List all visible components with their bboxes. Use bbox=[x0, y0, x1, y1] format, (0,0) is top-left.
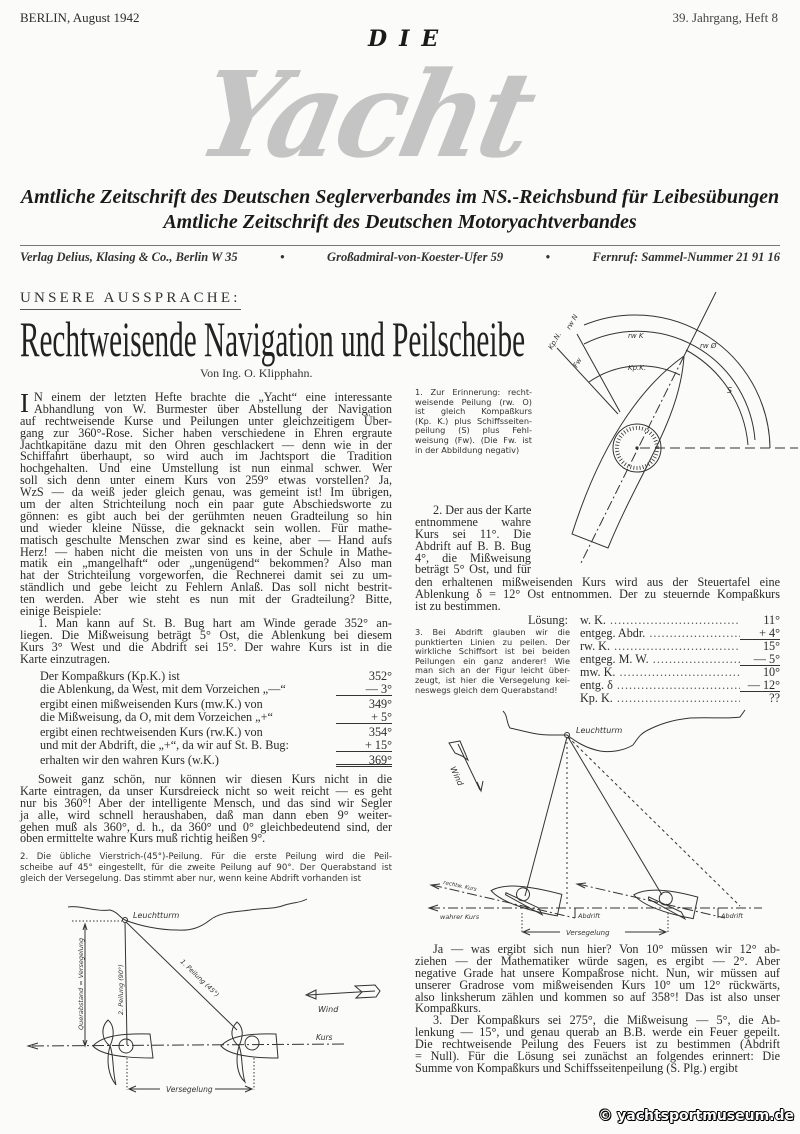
fig2-label-bearing-1: 1. Peilung (45°) bbox=[178, 957, 221, 999]
solution-label: mw. K. ..... bbox=[580, 666, 740, 679]
text-line: 1. Zur Erinnerung: recht- bbox=[415, 387, 532, 397]
text-line: unserer Gradrose vom mißweisenden Kurs 10° um 12° rückwärts, bbox=[415, 977, 780, 992]
solution-value: — 12° bbox=[740, 679, 780, 692]
calculation-label: ergibt einen rechtweisenden Kurs (rw.K.) von bbox=[40, 724, 263, 739]
calculation-label: ergibt einen mißweisenden Kurs (mw.K.) von bbox=[40, 696, 263, 711]
calculation-label: die Ablenkung, da West, mit dem Vorzeichen „—“ bbox=[40, 682, 286, 697]
true-north-line bbox=[577, 334, 620, 412]
fig3-label-lighthouse: Leuchtturm bbox=[576, 726, 623, 735]
calculation-label: erhalten wir den wahren Kurs (w.K.) bbox=[40, 752, 219, 767]
text-line: soll sich denn unter einem Kurs von 259° etwas vorstellen? Ja, bbox=[20, 473, 392, 488]
figure-2-four-point-bearing bbox=[0, 880, 400, 1120]
solution-value: + 4° bbox=[740, 627, 780, 640]
fig1-label-kp-k: Kp.K. bbox=[628, 364, 647, 372]
masthead-subtitle-2: Amtliche Zeitschrift des Deutschen Motoryachtverbandes bbox=[163, 211, 637, 233]
figure-1-bearing-diagram bbox=[530, 285, 800, 585]
text-line: lenkung — 15°, und genau querab an B.B. werde ein Feuer gepeilt. bbox=[415, 1025, 780, 1040]
text-line: N einem der letzten Hefte brachte die „Yacht“ eine interessante bbox=[34, 390, 392, 404]
calculation-row bbox=[40, 711, 392, 724]
example-1-paragraph bbox=[20, 618, 392, 666]
text-line: oben ermittelte wahre Kurs muß richtig heißen 9°. bbox=[20, 831, 266, 846]
text-line: negative Grade hat unsere Kompaßrose nicht. Nun, wir müssen auf bbox=[415, 965, 780, 980]
text-line: matisch geschulte Menschen zwar sind es keine, aber — Hand aufs bbox=[20, 532, 392, 547]
calculation-value: + 5° bbox=[336, 711, 392, 724]
publisher-line bbox=[20, 250, 780, 265]
calculation-value: 354° bbox=[368, 724, 392, 739]
section-heading: UNSERE AUSSPRACHE: bbox=[20, 290, 241, 310]
byline: Von Ing. O. Klipphahn. bbox=[200, 366, 313, 380]
coastline bbox=[503, 710, 745, 752]
text-line: beträgt 5° Ost, und für bbox=[415, 562, 531, 577]
text-line: Karte einzutragen. bbox=[20, 651, 111, 666]
text-line: Herz! — haben nicht die meisten von uns in der Schule in Mathe- bbox=[20, 544, 392, 559]
text-line: 4°, die Mißweisung bbox=[415, 550, 531, 565]
wind-arrow-icon bbox=[306, 985, 380, 999]
calculation-label: die Mißweisung, da O, mit dem Vorzeichen „+“ bbox=[40, 710, 273, 725]
text-line: ständlich und gebe leicht zu Fehlern Anlaß. Das soll nicht bestrit- bbox=[20, 580, 392, 595]
text-line: den erhaltenen mißweisenden Kurs wird aus der Steuertafel eine bbox=[415, 575, 780, 589]
masthead-divider bbox=[20, 245, 780, 246]
bearing-1-line bbox=[126, 922, 237, 1030]
text-line: Karte eintragen, da unser Kursdreieck nicht so weit reicht — es geht bbox=[20, 783, 392, 798]
text-line: gönnen: es gibt auch bei der gerühmten neuen Gradteilung so hin bbox=[20, 508, 392, 523]
calculation-label: und mit der Abdrift, die „+“, da wir auf St. B. Bug: bbox=[40, 737, 289, 752]
calculation-value: 352° bbox=[368, 669, 392, 683]
fig2-label-course: Kurs bbox=[316, 1033, 333, 1042]
solution-row bbox=[580, 640, 780, 653]
solution-row bbox=[580, 627, 780, 640]
calculation-value: 369° bbox=[336, 754, 392, 767]
solution-row bbox=[580, 653, 780, 666]
fig2-label-distance: Querabstand = Versegelung bbox=[77, 937, 85, 1030]
example-3-paragraph bbox=[415, 944, 780, 1075]
bullet: • bbox=[545, 250, 550, 264]
calculation-value: + 15° bbox=[336, 739, 392, 752]
fig3-label-drift-2: Abdrift bbox=[721, 912, 744, 920]
solution-label: entgeg. Abdr. ..... bbox=[580, 627, 740, 640]
text-line: 3. Der Kompaßkurs sei 275°, die Mißweisung — 5°, die Ab- bbox=[433, 1013, 780, 1028]
text-line: ist zu bestimmen. bbox=[415, 598, 501, 613]
fig2-label-lighthouse: Leuchtturm bbox=[133, 911, 180, 920]
text-line: ja alle, wird schnell heraushaben, daß man dann eben 9° weiter- bbox=[20, 807, 392, 822]
example-2-paragraph-narrow bbox=[415, 505, 531, 576]
publisher-phone: Fernruf: Sammel-Nummer 21 91 16 bbox=[592, 250, 780, 264]
article-title: Rechtweisende Navigation und Peilscheibe bbox=[20, 311, 526, 367]
text-line: 3. Bei Abdrift glauben wir die bbox=[415, 627, 570, 637]
text-line: liegen. Die Mißweisung beträgt 5° Ost, die Ablenkung bei diesem bbox=[20, 627, 392, 642]
fig2-label-run: Versegelung bbox=[166, 1085, 213, 1094]
bearing-2-line bbox=[125, 922, 127, 1045]
text-line: matik ein „mangelhaft“ oder „ungenügend“ bekommen? Also man bbox=[20, 556, 392, 571]
text-line: man sich an der Figur leicht über- bbox=[415, 665, 570, 676]
publisher-name: Verlag Delius, Klasing & Co., Berlin W 35 bbox=[20, 250, 238, 264]
figure-1-caption bbox=[415, 388, 532, 455]
solution-row bbox=[580, 614, 780, 627]
calculation-table bbox=[40, 670, 392, 767]
text-line: ist gleich Kompaßkurs bbox=[415, 406, 532, 417]
solution-value: — 5° bbox=[740, 653, 780, 666]
text-line: punktierten Linien zu peilen. Der bbox=[415, 636, 570, 647]
boat-2 bbox=[221, 1022, 278, 1082]
fig3-label-wind: Wind bbox=[448, 765, 465, 788]
text-line: peilung (S) plus Fehl- bbox=[415, 425, 532, 436]
text-line: 2. Die übliche Vierstrich-(45°)-Peilung. Für die erste Peilung wird die Peil- bbox=[20, 852, 392, 862]
text-line: 2. Der aus der Karte bbox=[433, 503, 532, 517]
text-line: um der alten Strichteilung noch ein paar gute Abschiedsworte zu bbox=[20, 497, 392, 512]
solution-value: ?? bbox=[769, 691, 780, 705]
fig1-label-fw: Fw bbox=[571, 356, 584, 369]
text-line: scheibe auf 45° eingestellt, für die zweite Peilung auf 90°. Der Querabstand ist bbox=[20, 863, 392, 873]
text-line: Abdrift auf B. B. Bug bbox=[415, 538, 531, 553]
watermark: © yachtsportmuseum.de bbox=[598, 1108, 794, 1124]
masthead-subtitle-1-text: Amtliche Zeitschrift des Deutschen Seglerverbandes im NS.-Reichsbund für Leibesübungen bbox=[20, 186, 780, 208]
figure-3-caption bbox=[415, 628, 570, 695]
continuation-paragraph bbox=[20, 774, 392, 845]
text-line: Ja — was ergibt sich nun hier? Von 10° müssen wir 12° ab- bbox=[433, 942, 780, 956]
text-line: gleich der Versegelung. Das stimmt aber nur, wenn keine Abdrift vorhanden ist bbox=[20, 874, 361, 884]
solution-label: Lösung: bbox=[528, 613, 568, 627]
text-line: einige Beispiele: bbox=[20, 604, 102, 619]
solution-label: w. K. ..... bbox=[580, 614, 740, 627]
coastline bbox=[68, 899, 307, 930]
bullet: • bbox=[280, 250, 285, 264]
fig3-label-run: Versegelung bbox=[566, 929, 610, 937]
solution-label: rw. K. ..... bbox=[580, 640, 740, 653]
calculation-row bbox=[40, 739, 392, 752]
keel-line bbox=[580, 356, 684, 565]
fig1-label-rw-o: rw Ø bbox=[700, 342, 717, 350]
boat-2 bbox=[631, 884, 698, 921]
fig3-label-true-course: wahrer Kurs bbox=[440, 913, 480, 921]
logo-die: DIE bbox=[368, 26, 451, 52]
bearing-line-1 bbox=[525, 737, 567, 896]
solution-value: 11° bbox=[763, 613, 780, 627]
boat-1 bbox=[93, 1020, 153, 1085]
calculation-value: 349° bbox=[368, 696, 392, 711]
calculation-row bbox=[40, 754, 392, 767]
solution-row bbox=[580, 692, 780, 705]
fig1-label-rw-n: rw N bbox=[564, 313, 580, 331]
text-line: Die rechtweisende Peilung des Feuers ist zu bestimmen (Abdrift bbox=[415, 1037, 780, 1052]
calculation-row bbox=[40, 683, 392, 696]
text-line: WzS — da weiß jeder gleich genau, was gemeint ist! Im übrigen, bbox=[20, 485, 392, 500]
issue-number: 39. Jahrgang, Heft 8 bbox=[672, 10, 778, 25]
solution-label: entgeg. M. W. ..... bbox=[580, 653, 740, 666]
solution-value: 15° bbox=[762, 639, 780, 653]
text-line: Peilungen ein ganz anderer! Wie bbox=[415, 655, 570, 666]
fig1-label-s: S bbox=[727, 386, 733, 395]
masthead-subtitle-1 bbox=[20, 186, 780, 209]
text-line: 1. Man kann auf St. B. Bug hart am Winde gerade 352° an- bbox=[38, 616, 392, 630]
drop-cap: I bbox=[20, 388, 29, 418]
intro-paragraph bbox=[20, 388, 392, 619]
solution-label: Kp. K. ..... bbox=[580, 692, 740, 705]
solution-label: entg. δ ..... bbox=[580, 679, 740, 692]
text-line: entnommene wahre bbox=[415, 514, 531, 529]
arc-outer bbox=[584, 315, 770, 448]
text-line: Abhandlung von W. Burmester über Abstellung der Navigation bbox=[34, 401, 392, 416]
text-line: = Null). Für die Lösung sei zunächst an folgendes erinnert: Die bbox=[415, 1049, 780, 1064]
text-line: in der Abbildung negativ) bbox=[415, 444, 520, 455]
compass-rose bbox=[613, 424, 661, 472]
text-line: nur bis 360°! Aber der intelligente Mensch, und das sind wir Segler bbox=[20, 795, 392, 810]
text-line: Schiffahrt überhaupt, so wird auch im Jachtsport die Tradition bbox=[20, 449, 392, 464]
solution-value: 10° bbox=[762, 665, 780, 679]
calculation-row bbox=[40, 726, 392, 739]
fig1-label-rw-k: rw K bbox=[628, 332, 644, 340]
hull-outline bbox=[572, 356, 684, 548]
course-line bbox=[32, 1044, 345, 1046]
text-line: hat der Strichteilung vorgeworfen, die Rechnerei damit sei zu um- bbox=[20, 568, 392, 583]
solution-table bbox=[580, 614, 780, 705]
text-line: auf rechtweisende Kurse und Peilungen unter gleichzeitigem Über- bbox=[20, 413, 392, 428]
fig3-label-rw-course: rechtw. Kurs bbox=[442, 880, 478, 894]
logo-yacht: Yacht bbox=[187, 45, 544, 184]
fig2-label-bearing-2: 2. Peilung (90°) bbox=[117, 964, 125, 1015]
figure-3-drift-diagram bbox=[420, 708, 800, 943]
text-line: weisende Peilung (rw. O) bbox=[415, 396, 532, 407]
example-2-paragraph-wide bbox=[415, 577, 780, 613]
text-line: Kurs sei 11°. Die bbox=[415, 526, 531, 541]
compass-north-line bbox=[557, 348, 618, 414]
text-line: Soweit ganz schön, nur können wir diesen Kurs nicht in die bbox=[38, 772, 392, 786]
fig1-label-kp-n: Kp.N. bbox=[546, 330, 564, 351]
text-line: Kompaßkurs. bbox=[415, 1001, 482, 1016]
text-line: wirkliche Schiffsort ist bei beiden bbox=[415, 646, 570, 657]
text-line: Summe von Kompaßkurs und Schiffsseitenpeilung (S. Plg.) ergibt bbox=[415, 1060, 738, 1075]
arc-s bbox=[686, 350, 748, 445]
text-line: Kurs 3° West und die Abdrift sei 15°. Der wahre Kurs ist in die bbox=[20, 639, 392, 654]
text-line: ten werden. Aber wie steht es nun mit der Gradteilung? Bitte, bbox=[20, 592, 392, 607]
text-line: und wieder kleine Nüsse, die geknackt sein wollen. Für mathe- bbox=[20, 520, 392, 535]
text-line: (Kp. K.) plus Schiffsseiten- bbox=[415, 415, 532, 426]
place-date: BERLIN, August 1942 bbox=[20, 10, 140, 25]
text-line: ziehen — der Mathematiker würde sagen, es ergibt — 2°. Aber bbox=[415, 953, 780, 968]
bearing-line-2 bbox=[568, 737, 662, 895]
text-line: Ablenkung δ = 12° Ost entnommen. Der zu steuernde Kompaßkurs bbox=[415, 586, 780, 601]
text-line: zeugt, ist hier die Versegelung kei- bbox=[415, 674, 570, 685]
text-line: Jachtkapitäne dazu mit den Ohren geschlackert — denn wie in der bbox=[20, 437, 392, 452]
text-line: hochgehalten. Und eine Umstellung ist nun einmal schwer. Wer bbox=[20, 461, 392, 476]
text-line: also linksherum zählen und kommen so auf 358°! Das ist also unser bbox=[415, 989, 780, 1004]
text-line: weisung (Fw). (Die Fw. ist bbox=[415, 434, 532, 445]
text-line: neswegs gleich dem Querabstand! bbox=[415, 684, 558, 695]
text-line: gehen muß als 360°, d. h., da 360° und 0° gleichbedeutend sind, der bbox=[20, 819, 392, 834]
calculation-label: Der Kompaßkurs (Kp.K.) ist bbox=[40, 669, 180, 683]
text-line: gang zur 360°-Rose. Sicher haben verschiedene in Ehren ergraute bbox=[20, 425, 392, 440]
fig3-label-drift-1: Abdrift bbox=[578, 912, 601, 920]
publisher-address: Großadmiral-von-Koester-Ufer 59 bbox=[327, 250, 504, 264]
solution-row bbox=[580, 679, 780, 692]
fig2-label-wind: Wind bbox=[318, 1005, 339, 1014]
calculation-value: — 3° bbox=[336, 683, 392, 696]
